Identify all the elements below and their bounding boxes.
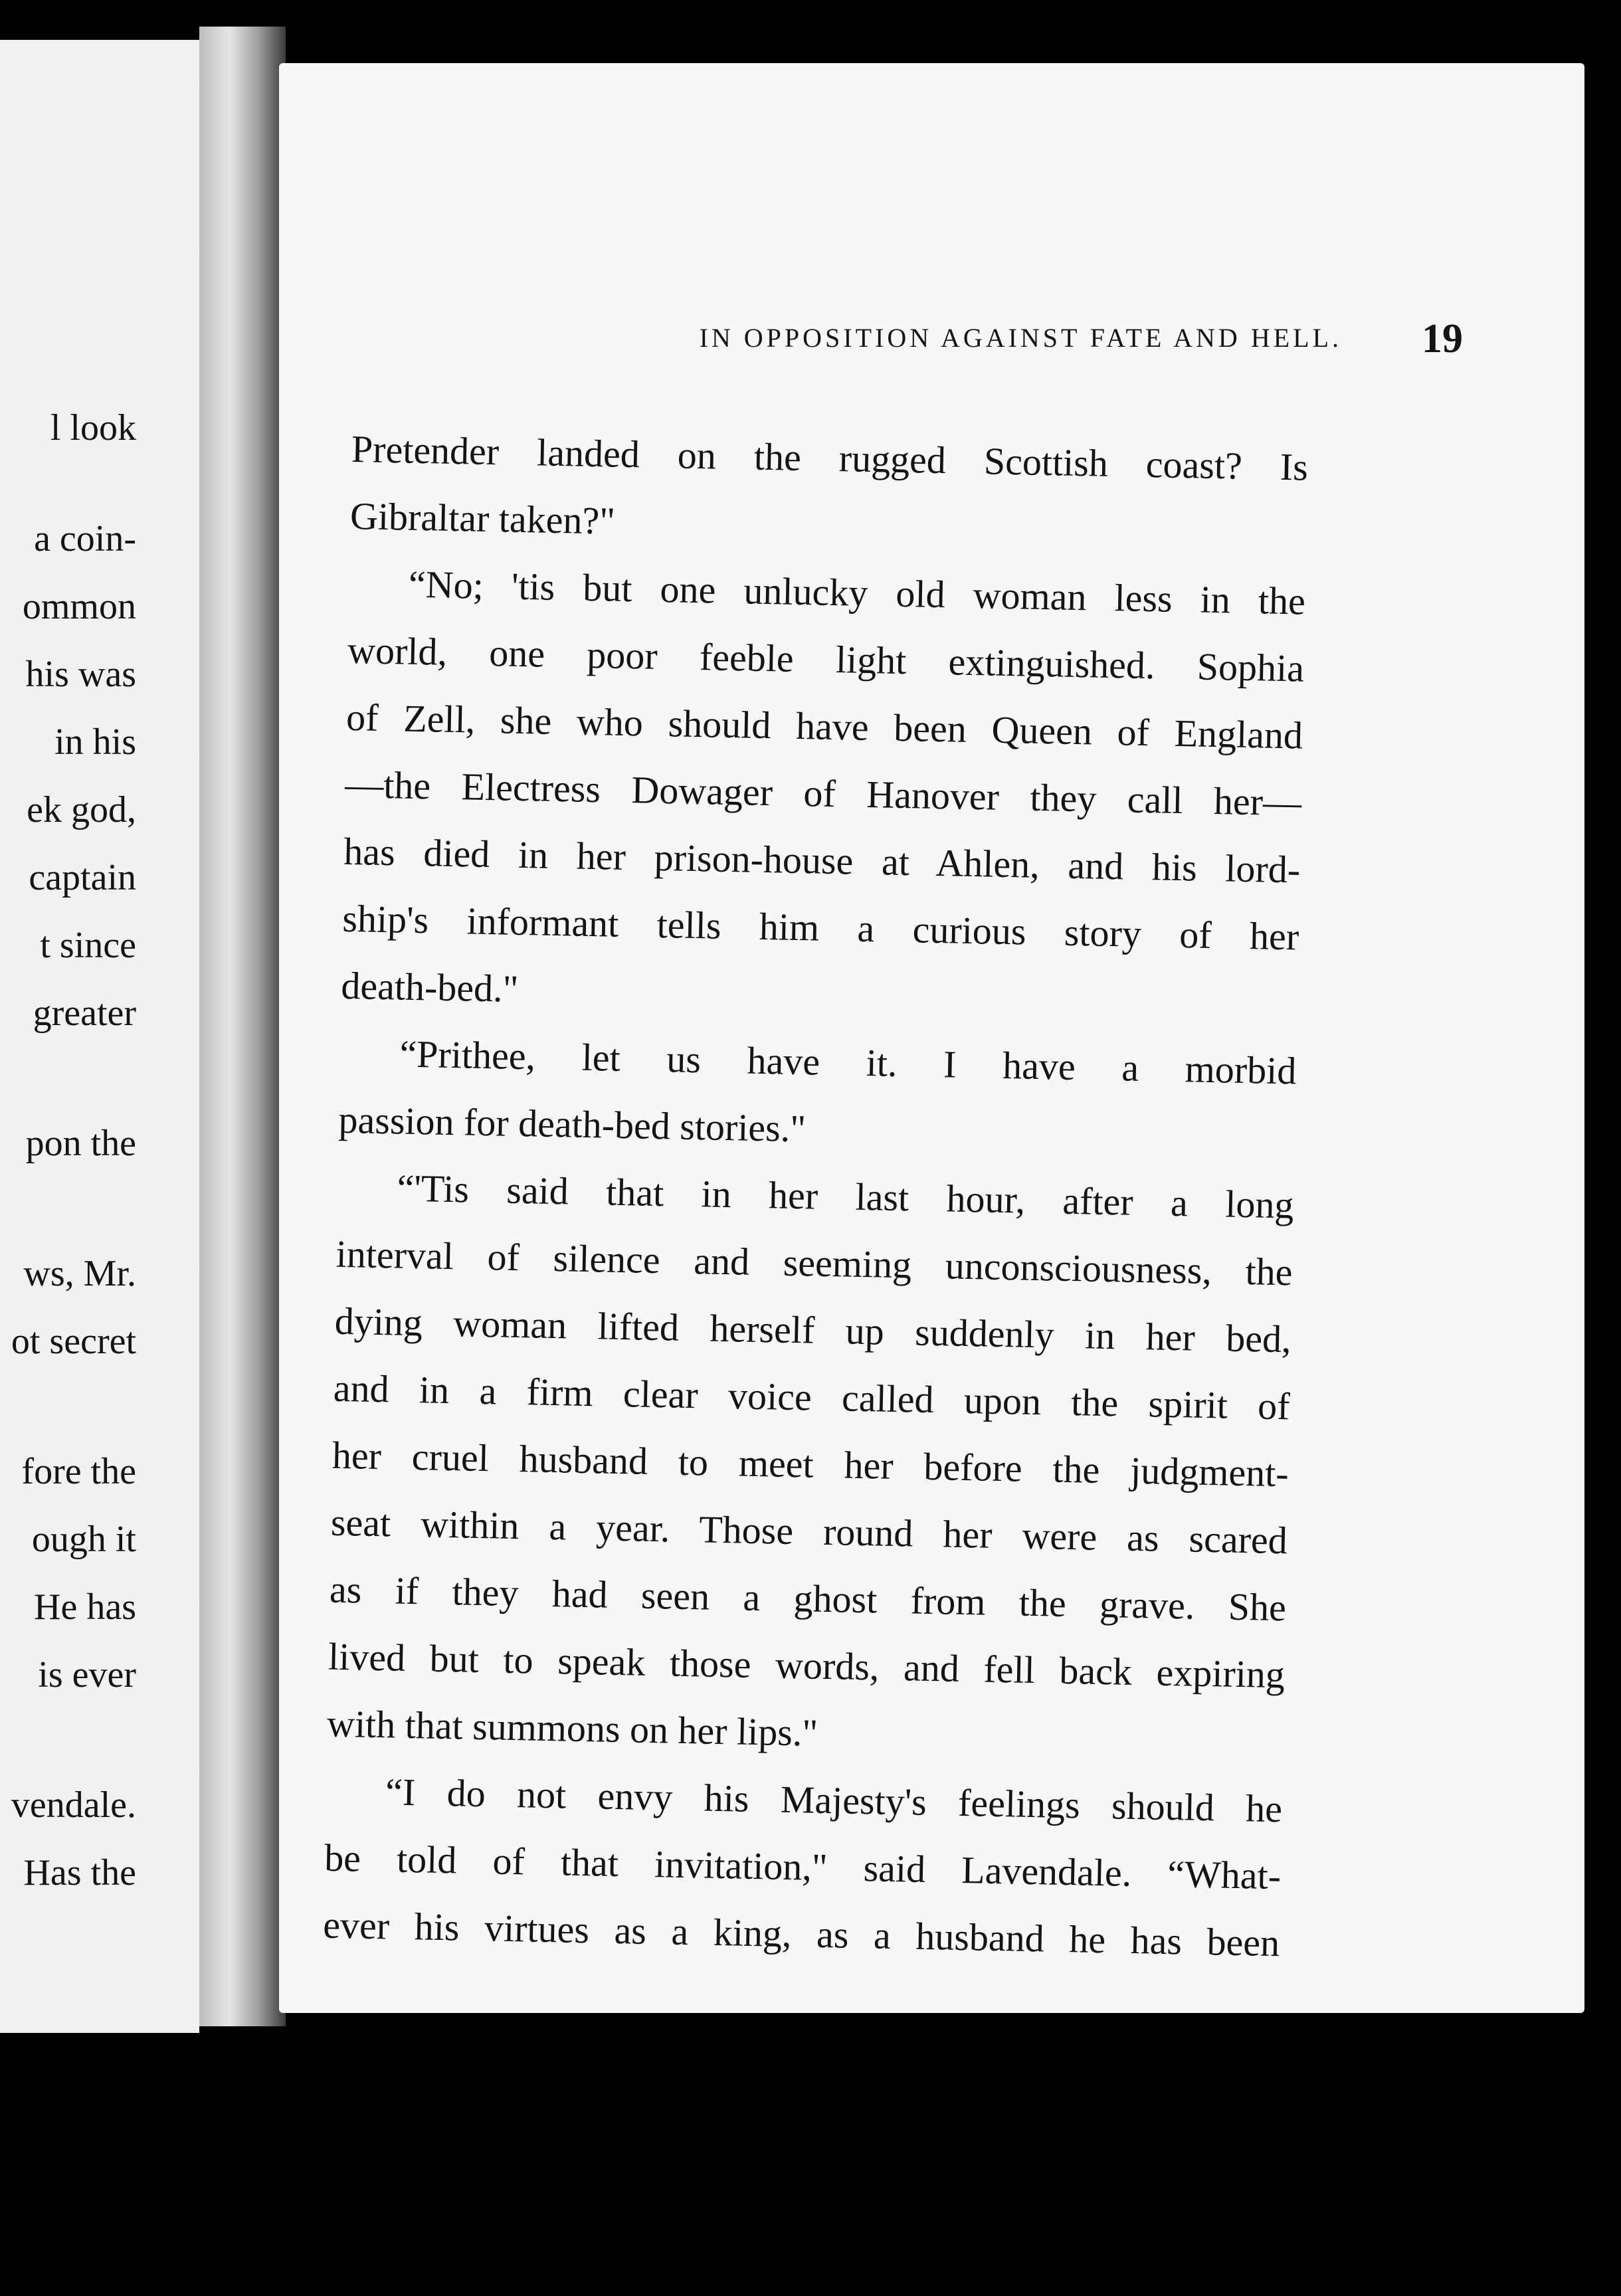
page-number: 19	[1422, 316, 1463, 361]
text-line: interval of silence and seeming unconsciousness, the	[335, 1232, 1293, 1294]
text-line: death-bed."	[340, 963, 519, 1010]
running-head: IN OPPOSITION AGAINST FATE AND HELL.	[699, 323, 1342, 353]
text-line: passion for death-bed stories."	[338, 1098, 807, 1151]
text-line: “Prithee, let us have it. I have a morbid	[399, 1032, 1297, 1093]
text-line: with that summons on her lips."	[326, 1701, 818, 1755]
text-line: “No; 'tis but one unlucky old woman less in the	[408, 562, 1306, 623]
text-line: ever his virtues as a king, as a husband he has been	[322, 1903, 1280, 1965]
book-gutter	[199, 27, 286, 2026]
text-line: has died in her prison-house at Ahlen, and his lord-	[343, 829, 1301, 892]
left-page-line: vendale.	[11, 1784, 136, 1826]
text-line: her cruel husband to meet her before the judgment-	[332, 1433, 1289, 1495]
text-line: and in a firm clear voice called upon the spirit of	[333, 1366, 1291, 1428]
text-line: be told of that invitation," said Lavendale. “What-	[324, 1836, 1282, 1898]
left-page-line: ws, Mr.	[23, 1253, 136, 1294]
left-page-line: a coin-	[34, 518, 136, 559]
left-page-line: is ever	[38, 1654, 136, 1695]
left-page-line: t since	[40, 925, 136, 966]
text-line: world, one poor feeble light extinguished. Sophia	[347, 628, 1305, 690]
text-line: Pretender landed on the rugged Scottish coast? Is	[351, 427, 1309, 489]
left-page-line: in his	[54, 721, 136, 763]
left-page-line: ot secret	[11, 1321, 136, 1362]
left-page-line: l look	[50, 407, 136, 448]
left-page-line: He has	[34, 1586, 136, 1628]
left-page-line: ommon	[22, 586, 136, 627]
left-page-line: fore the	[21, 1451, 136, 1492]
right-page	[279, 63, 1584, 2013]
left-page-line: pon the	[25, 1123, 136, 1164]
text-line: “'Tis said that in her last hour, after a long	[397, 1166, 1295, 1227]
text-line: “I do not envy his Majesty's feelings should he	[385, 1770, 1283, 1831]
text-line: lived but to speak those words, and fell back expiring	[328, 1634, 1286, 1697]
text-line: seat within a year. Those round her were as scared	[330, 1500, 1288, 1563]
text-line: as if they had seen a ghost from the grave. She	[329, 1567, 1287, 1630]
left-page-line: captain	[29, 857, 136, 898]
left-page-text	[0, 388, 136, 1907]
left-page-line: greater	[33, 993, 136, 1034]
text-line: dying woman lifted herself up suddenly in her bed,	[334, 1299, 1292, 1361]
text-line: of Zell, she who should have been Queen of England	[345, 695, 1303, 757]
text-line: —the Electress Dowager of Hanover they call her—	[344, 762, 1302, 824]
left-page-line: Has the	[23, 1852, 136, 1893]
text-line: ship's informant tells him a curious story of her	[341, 896, 1299, 959]
left-page	[0, 40, 199, 2033]
text-line: Gibraltar taken?"	[349, 494, 616, 543]
left-page-line: his was	[25, 654, 136, 695]
body-text	[322, 415, 1308, 1976]
left-page-line: ek god,	[27, 789, 136, 830]
left-page-line: ough it	[31, 1519, 136, 1560]
